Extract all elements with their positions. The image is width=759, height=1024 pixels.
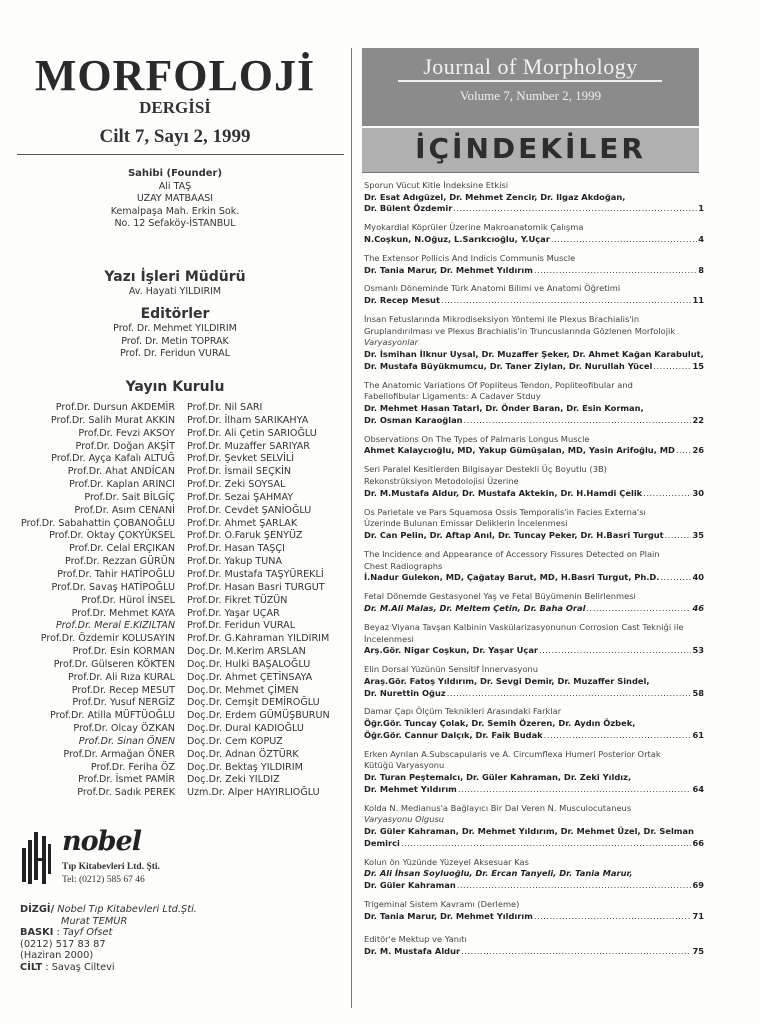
dot-leader [401,838,692,850]
article-title: Seri Paralel Kesitlerden Bilgisayar Destekli Üç Boyutlu (3B) [364,464,607,475]
article-authors: Dr. M.Mustafa Aldur, Dr. Mustafa Aktekin, Dr. H.Hamdi Çelik [364,487,643,498]
toc-entry[interactable] [364,622,704,657]
article-title: Varyasyonlar [364,337,419,348]
article-authors: Öğr.Gör. Cannur Dalçık, Dr. Faik Budak [364,729,543,740]
baski-label: BASKI [20,927,54,939]
article-authors: Öğr.Gör. Tuncay Çolak, Dr. Semih Özeren, Dr. Aydın Özbek, [364,718,636,729]
board-member: Doç.Dr. Cem KOPUZ [187,735,283,747]
article-authors: Dr. M.Ali Malas, Dr. Meltem Çetin, Dr. Baha Oral [364,602,586,613]
masthead-divider [17,154,344,155]
article-author-line [364,415,704,427]
article-authors: Dr. Bülent Özdemir [364,203,453,214]
article-author-line [364,946,704,958]
toc-entry[interactable] [364,749,704,796]
page-number[interactable]: 8 [698,264,704,275]
board-heading: Yayın Kurulu [125,379,225,395]
article-author-line [364,880,704,892]
page-number[interactable]: 71 [692,910,704,921]
article-authors: Demirci [364,837,400,848]
dot-leader [447,688,692,700]
board-member: Prof.Dr. Tahir HATİPOĞLU [57,568,175,580]
page-number[interactable]: 4 [698,234,704,244]
table-of-contents [364,180,704,965]
article-title: Beyaz Viyana Tavşan Kalbinin Vaskülarizasyonunun Corrosion Cast Tekniği ile [364,621,684,632]
toc-entry[interactable] [364,380,704,427]
dizgi-label: DİZGİ/ [20,904,55,915]
page-number[interactable]: 35 [692,530,704,541]
managing-editor-name: Av. Hayati YILDIRIM [128,286,222,297]
dizgi-person: Murat TEMUR [61,915,128,927]
board-member: Prof.Dr. Sabahattin ÇOBANOĞLU [20,517,175,529]
article-author-line [364,234,704,246]
article-authors: Dr. Güler Kahraman, Dr. Mehmet Yıldırım, Dr. Mehmet Üzel, Dr. Selman [364,826,694,837]
contents-heading: İÇİNDEKİLER [415,132,646,165]
board-member: Prof.Dr. Ahmet ŞARLAK [187,517,298,529]
article-authors: Araş.Gör. Fatoş Yıldırım, Dr. Sevgi Demir, Dr. Muzaffer Sindel, [364,675,650,686]
banner-underline [398,80,662,82]
journal-banner [362,48,699,126]
separator: : [45,961,49,973]
article-title: Osmanlı Döneminde Türk Anatomi Bilimi ve Anatomi Öğretimi [364,283,621,294]
article-title: The Anatomic Variations Of Popliteus Tendon, Popliteofibular and [364,379,633,390]
dot-leader [539,645,691,657]
page-number[interactable]: 53 [692,645,704,656]
journal-subtitle: DERGİSİ [139,98,211,117]
article-title: Damar Çapı Ölçüm Teknikleri Arasındaki Farklar [364,706,562,717]
board-column-left [0,402,175,800]
toc-entry[interactable] [364,549,704,584]
imprint-phone: (0212) 517 83 87 [20,938,106,950]
article-authors: Dr. Tania Marur, Dr. Mehmet Yıldırım [364,910,533,921]
nobel-logo-icon [20,830,52,888]
editors-heading: Editörler [140,306,210,322]
board-member: Doç.Dr. Erdem GÜMÜŞBURUN [187,710,330,722]
article-title: Myokardial Köprüler Üzerine Makroanatomik Çalışma [364,222,584,233]
imprint-cilt [20,962,197,974]
toc-entry[interactable] [364,222,704,245]
article-author-line [364,572,704,584]
article-author-line [364,784,704,796]
board-member: Prof.Dr. Nil SARI [187,402,263,413]
board-member: Prof.Dr. İlham SARIKAHYA [187,414,309,426]
board-member: Prof.Dr. Mustafa TAŞYÜREKLİ [187,568,324,580]
board-member: Prof.Dr. Şevket SELVİLİ [187,453,295,465]
founder-heading: Sahibi (Founder) [127,168,223,179]
article-author-line [364,445,704,457]
publisher-block [20,826,220,890]
board-member: Prof.Dr. Celal ERÇIKAN [69,543,175,555]
dot-leader [643,488,691,500]
article-title: Editör'e Mektup ve Yanıtı [364,934,467,945]
founder-line: No. 12 Sefaköy-İSTANBUL [114,218,236,229]
article-author-line [364,730,704,742]
managing-editor-heading: Yazı İşleri Müdürü [104,269,246,285]
article-authors: Dr. Mustafa Büyükmumcu, Dr. Taner Ziylan, Dr. Nurullah Yücel [364,360,653,371]
issue-info: Cilt 7, Sayı 2, 1999 [99,126,251,147]
page-number[interactable]: 46 [692,602,704,613]
board-member: Prof.Dr. Ayça Kafalı ALTUĞ [51,453,175,465]
board-member: Prof.Dr. Hürol İNSEL [81,594,175,606]
page-number[interactable]: 61 [692,729,704,740]
article-title: Fetal Dönemde Gestasyonel Yaş ve Fetal Büyümenin Belirlenmesi [364,591,636,602]
board-member: Prof.Dr. Sinan ÖNEN [78,735,175,747]
article-title: Fabellofibular Ligaments: A Cadaver Stduy [364,391,541,402]
board-member: Prof.Dr. Meral E.KIZILTAN [55,620,175,632]
banner-journal-title: Journal of Morphology [423,54,638,79]
article-title: Observations On The Types of Palmaris Longus Muscle [364,433,590,444]
toc-entry[interactable] [364,899,704,922]
page-number[interactable]: 15 [692,360,704,371]
board-member: Doç.Dr. Dural KADIOĞLU [187,723,304,735]
article-authors: Dr. Osman Karaoğlan [364,414,463,425]
article-authors: Dr. Mehmet Hasan Tatarl, Dr. Önder Baran, Dr. Esin Korman, [364,403,644,414]
dot-leader [665,530,692,542]
board-member: Doç.Dr. Adnan ÖZTÜRK [187,748,299,760]
board-member: Prof.Dr. Savaş HATİPOĞLU [51,581,175,593]
board-member: Doç.Dr. Mehmet ÇİMEN [187,684,299,696]
board-member: Prof.Dr. Hasan Basri TURGUT [187,581,325,593]
dot-leader [534,265,697,277]
article-author-line [364,688,704,700]
article-title: Gruplandırılması ve Plexus Brachialis'in Truncuslarında Gözlenen Morfolojik [364,325,676,336]
board-heading-block [0,378,350,396]
board-member: Prof.Dr. Sadık PEREK [77,787,175,799]
board-member: Doç.Dr. Hulki BAŞALOĞLU [187,658,311,670]
board-member: Prof.Dr. Kaplan ARINCI [68,479,175,491]
article-authors: Dr. Recep Mesut [364,295,440,306]
board-member: Doç.Dr. Bektaş YILDIRIM [187,761,303,773]
founder-line: Ali TAŞ [158,180,192,192]
toc-entry[interactable] [364,434,704,457]
imprint-date: (Haziran 2000) [20,950,94,962]
page-number[interactable]: 58 [692,687,704,698]
board-member: Prof.Dr. Cevdet ŞANİOĞLU [187,504,312,516]
cilt-label: CİLT [20,961,43,973]
board-member: Prof.Dr. Ali Çetin SARIOĞLU [187,427,317,439]
article-authors: Dr. M. Mustafa Aldur [364,946,461,957]
toc-entry[interactable] [364,253,704,276]
imprint-baski [20,927,197,939]
article-authors: İ.Nadur Gulekon, MD, Çağatay Barut, MD, H.Basri Turgut, Ph.D. [364,572,660,583]
publisher-phone: Tel: (0212) 585 67 46 [62,875,145,885]
article-title: Varyasyonu Olgusu [364,814,445,825]
article-author-line [364,645,704,657]
page-number[interactable]: 64 [692,783,704,794]
board-member: Prof.Dr. Esin KORMAN [72,646,175,658]
dot-leader [441,295,692,307]
toc-entry[interactable] [364,283,704,306]
board-member: Prof.Dr. Atilla MÜFTÜOĞLU [50,710,175,722]
column-divider [351,48,352,1008]
toc-entry[interactable] [364,664,704,699]
article-author-line [364,265,704,277]
board-member: Prof.Dr. Asım CENANİ [74,504,175,516]
board-member: Doç.Dr. M.Kerim ARSLAN [187,646,306,658]
board-member: Prof.Dr. Sait BİLGİÇ [84,491,175,503]
editor-name: Prof. Dr. Metin TOPRAK [121,335,229,347]
article-title: Kütüğü Varyasyonu [364,760,445,771]
board-column-right [187,402,352,800]
board-member: Prof.Dr. Yaşar UÇAR [187,607,280,619]
board-member: Prof.Dr. Yakup TUNA [187,556,283,568]
page-number[interactable]: 22 [692,414,704,425]
publisher-name: nobel [62,826,141,857]
board-member: Prof.Dr. Hasan TAŞÇI [187,543,285,555]
article-author-line [364,838,704,850]
journal-title: MORFOLOJİ [34,51,316,100]
article-authors: Dr. Mehmet Yıldırım [364,783,457,794]
article-author-line [364,911,704,923]
dot-leader [660,572,691,584]
article-title: Kolun ön Yüzünde Yüzeyel Aksesuar Kas [364,856,529,867]
article-author-line [364,203,704,215]
dot-leader [551,234,697,246]
article-authors: Dr. Can Pelin, Dr. Aftap Anıl, Dr. Tuncay Peker, Dr. H.Basri Turgut [364,530,664,541]
article-authors: N.Coşkun, N.Oğuz, L.Sarıkcıoğlu, Y.Uçar [364,234,550,244]
board-member: Prof.Dr. Sezai ŞAHMAY [187,491,294,503]
board-member: Prof.Dr. Yusuf NERGİZ [72,697,175,709]
founder-block [0,168,350,231]
article-title: Chest Radiographs [364,560,443,571]
page-number[interactable]: 1 [698,203,704,214]
contents-banner [362,128,699,173]
board-member: Prof.Dr. Zeki SOYSAL [187,479,286,491]
article-title: Kolda N. Medianus'a Bağlayıcı Bir Dal Veren N. Musculocutaneus [364,802,632,813]
dot-leader [458,784,692,796]
board-member: Prof.Dr. Olcay ÖZKAN [73,723,175,735]
imprint-dizgi [20,904,197,916]
article-authors: Dr. Turan Peştemalcı, Dr. Güler Kahraman, Dr. Zeki Yıldız, [364,772,632,783]
dizgi-value: Nobel Tıp Kitabevleri Ltd.Şti. [57,904,197,915]
article-authors: Arş.Gör. Nigar Coşkun, Dr. Yaşar Uçar [364,645,539,656]
board-member: Prof.Dr. G.Kahraman YILDIRIM [187,633,330,645]
article-authors: Dr. Ali İhsan Soyluoğlu, Dr. Ercan Tanyeli, Dr. Tania Marur, [364,868,633,879]
founder-line: Kemalpaşa Mah. Erkin Sok. [110,205,240,217]
article-authors: Dr. Nurettin Oğuz [364,687,446,698]
cilt-value: Savaş Ciltevi [51,961,115,973]
board-member: Prof.Dr. Gülseren KÖKTEN [53,658,175,670]
board-member: Prof.Dr. Feriha ÖZ [90,761,175,773]
dot-leader [544,730,692,742]
banner-volume: Volume 7, Number 2, 1999 [459,88,602,103]
board-member: Prof.Dr. İsmet PAMİR [78,774,175,786]
page-number[interactable]: 40 [692,572,704,583]
toc-entry[interactable] [364,180,704,215]
toc-entry[interactable] [364,706,704,741]
page-number[interactable]: 75 [692,946,704,957]
board-member: Prof.Dr. Muzaffer SARIYAR [187,440,310,452]
article-authors: Ahmet Kalaycıoğlu, MD, Yakup Gümüşalan, MD, Yasin Arifoğlu, MD [364,445,675,456]
board-member: Prof.Dr. Armağan ÖNER [63,748,175,760]
toc-entry[interactable] [364,507,704,542]
dot-leader [461,946,691,958]
toc-entry[interactable] [364,591,704,614]
article-author-line [364,295,704,307]
board-member: Doç.Dr. Ahmet ÇETİNSAYA [187,671,313,683]
toc-entry[interactable] [364,934,704,957]
baski-value: Tayf Ofset [62,927,113,939]
page-number[interactable]: 30 [692,487,704,498]
page-number[interactable]: 69 [692,880,704,891]
dot-leader [534,911,692,923]
toc-entry[interactable] [364,857,704,892]
editors-block [0,305,350,361]
separator: : [56,927,60,939]
page-number[interactable]: 26 [692,445,704,456]
board-member: Prof.Dr. Recep MESUT [71,684,175,696]
dot-leader [457,880,692,892]
article-title: Trigeminal Sistem Kavramı (Derleme) [364,899,520,910]
dot-leader [453,203,697,215]
article-title: The Extensor Pollicis And Indicis Communis Muscle [364,252,576,263]
board-member: Prof.Dr. Özdemir KOLUSAYIN [40,633,175,645]
board-member: Prof.Dr. O.Faruk ŞENYÜZ [187,530,303,542]
article-title: Elin Dorsal Yüzünün Sensitif İnnervasyonu [364,664,539,675]
board-member: Prof.Dr. Rezzan GÜRÜN [64,556,175,568]
article-authors: Dr. Esat Adıgüzel, Dr. Mehmet Zencir, Dr. Ilgaz Akdoğan, [364,191,626,202]
article-title: Üzerinde Bulunan Emissar Deliklerin İncelenmesi [364,518,568,529]
article-title: Sporun Vücut Kitle İndeksine Etkisi [364,180,509,190]
article-author-line [364,603,704,615]
board-member: Doç.Dr. Cemşit DEMİROĞLU [187,697,320,709]
article-author-line [364,488,704,500]
board-member: Prof.Dr. Ahat ANDİCAN [67,466,175,478]
board-member: Prof.Dr. İsmail SEÇKİN [187,466,292,478]
founder-line: UZAY MATBAASI [136,193,214,204]
dot-leader [586,603,691,615]
article-authors: Dr. İsmihan İlknur Uysal, Dr. Muzaffer Şeker, Dr. Ahmet Kağan Karabulut, [364,349,704,360]
toc-entry[interactable] [364,314,704,373]
board-member: Prof.Dr. Fevzi AKSOY [78,427,175,439]
article-title: Rekonstrüksiyon Metodolojisi Üzerine [364,476,519,487]
managing-editor-block [0,268,350,299]
board-member: Doç.Dr. Zeki YILDIZ [187,774,280,786]
board-member: Prof.Dr. Fikret TÜZÜN [187,594,288,606]
dot-leader [653,361,691,373]
dot-leader [676,445,692,457]
article-author-line [364,530,704,542]
publisher-company: Tıp Kitabevleri Ltd. Şti. [62,862,160,872]
article-title: İncelenmesi [364,633,414,644]
toc-entry[interactable] [364,464,704,499]
dot-leader [464,415,692,427]
article-title: The Incidence and Appearance of Accessory Fissures Detected on Plain [364,548,660,559]
page-number[interactable]: 11 [692,295,704,306]
board-member: Prof.Dr. Feridun VURAL [187,620,296,632]
board-member: Prof.Dr. Salih Murat AKKIN [50,414,175,426]
article-authors: Dr. Güler Kahraman [364,880,456,891]
editor-name: Prof. Dr. Feridun VURAL [119,348,231,359]
article-title: Erken Ayrılan A.Subscapularis ve A. Circumflexa Humeri Posterior Ortak [364,748,661,759]
board-member: Prof.Dr. Dursun AKDEMİR [55,402,175,413]
board-member: Prof.Dr. Oktay ÇOKYÜKSEL [49,530,175,542]
article-title: İnsan Fetuslarında Mikrodiseksiyon Yöntemi ile Plexus Brachialis'in [364,314,640,325]
board-member: Prof.Dr. Mehmet KAYA [71,607,175,619]
board-member: Prof.Dr. Doğan AKŞİT [75,440,175,452]
page-number[interactable]: 66 [692,837,704,848]
article-authors: Dr. Tania Marur, Dr. Mehmet Yıldırım [364,264,533,275]
imprint-block [20,904,197,974]
board-member: Prof.Dr. Ali Rıza KURAL [68,671,175,683]
board-member: Uzm.Dr. Alper HAYIRLIOĞLU [187,787,320,799]
editor-name: Prof. Dr. Mehmet YILDIRIM [113,323,237,334]
article-author-line [364,361,704,373]
article-title: Os Parietale ve Pars Squamosa Ossis Temporalis'in Facies Externa'sı [364,506,646,517]
toc-entry[interactable] [364,803,704,850]
